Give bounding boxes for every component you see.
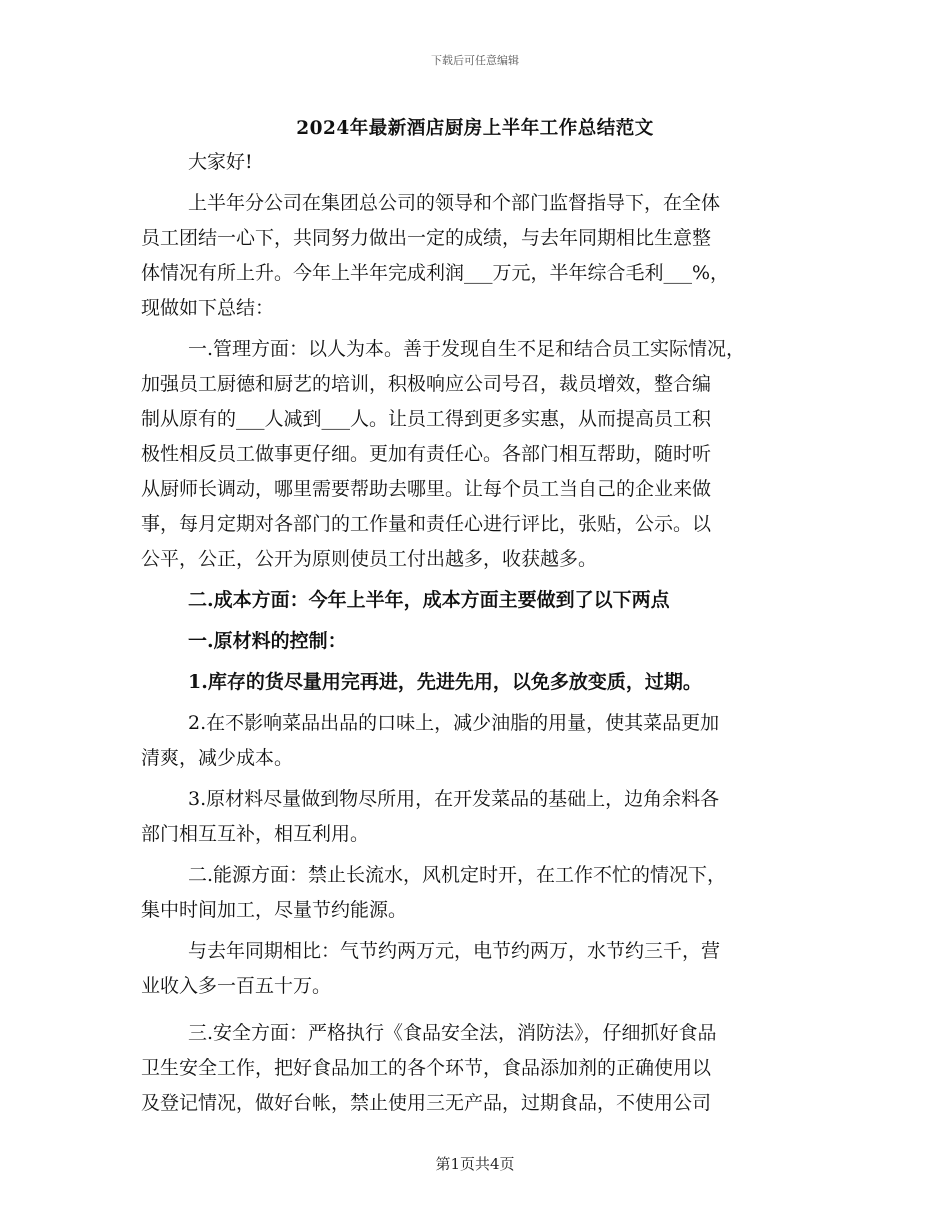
text-line: 与去年同期相比：气节约两万元，电节约两万，水节约三千，营	[188, 940, 721, 962]
header-note: 下载后可任意编辑	[431, 54, 519, 67]
item-inventory	[141, 665, 821, 700]
text-line: 集中时间加工，尽量节约能源。	[141, 899, 408, 921]
paragraph-intro	[141, 186, 821, 326]
text-line: 及登记情况，做好台帐，禁止使用三无产品，过期食品，不使用公司	[141, 1092, 712, 1114]
text-line: 1.库存的货尽量用完再进，先进先用，以免多放变质，过期。	[188, 671, 702, 693]
text-line: 事，每月定期对各部门的工作量和责任心进行评比，张贴，公示。以	[141, 513, 712, 535]
heading-cost	[141, 583, 821, 618]
text-line: 二.能源方面：禁止长流水，风机定时开，在工作不忙的情况下，	[188, 864, 727, 886]
text-line: 3.原材料尽量做到物尽所用，在开发菜品的基础上，边角余料各	[188, 788, 720, 810]
text-line: 体情况有所上升。今年上半年完成利润___万元，半年综合毛利___%，	[141, 262, 730, 284]
document-title: 2024年最新酒店厨房上半年工作总结范文	[296, 118, 654, 139]
paragraph-energy	[141, 858, 821, 928]
text-line: 加强员工厨德和厨艺的培训，积极响应公司号召，裁员增效，整合编	[141, 373, 712, 395]
text-line: 现做如下总结：	[141, 297, 275, 319]
item-material-usage	[141, 782, 821, 852]
text-line: 极性相反员工做事更仔细。更加有责任心。各部门相互帮助，随时听	[141, 443, 712, 465]
item-oil-reduction	[141, 706, 821, 776]
page-number: 第1页共4页	[435, 1155, 515, 1173]
text-line: 制从原有的___人减到___人。让员工得到更多实惠，从而提高员工积	[141, 408, 712, 430]
text-line: 清爽，减少成本。	[141, 747, 294, 769]
paragraph-safety	[141, 1016, 821, 1121]
text-line: 上半年分公司在集团总公司的领导和个部门监督指导下，在全体	[188, 192, 721, 214]
text-line: 公平，公正，公开为原则使员工付出越多，收获越多。	[141, 548, 598, 570]
text-line: 二.成本方面：今年上半年，成本方面主要做到了以下两点	[188, 589, 670, 611]
text-line: 员工团结一心下，共同努力做出一定的成绩，与去年同期相比生意整	[141, 227, 712, 249]
text-line: 一.原材料的控制：	[188, 630, 347, 652]
heading-raw-materials	[141, 624, 821, 659]
document-body	[141, 145, 821, 1123]
paragraph-comparison	[141, 934, 821, 1004]
paragraph-greeting	[141, 145, 821, 180]
text-line: 大家好!	[188, 151, 253, 173]
text-line: 三.安全方面：严格执行《食品安全法，消防法》，仔细抓好食品	[188, 1022, 717, 1044]
text-line: 业收入多一百五十万。	[141, 975, 332, 997]
paragraph-management	[141, 332, 821, 577]
text-line: 部门相互互补，相互利用。	[141, 823, 370, 845]
text-line: 从厨师长调动，哪里需要帮助去哪里。让每个员工当自己的企业来做	[141, 478, 712, 500]
text-line: 2.在不影响菜品出品的口味上，减少油脂的用量，使其菜品更加	[188, 712, 720, 734]
text-line: 卫生安全工作，把好食品加工的各个环节，食品添加剂的正确使用以	[141, 1057, 712, 1079]
text-line: 一.管理方面：以人为本。善于发现自生不足和结合员工实际情况，	[188, 338, 746, 360]
